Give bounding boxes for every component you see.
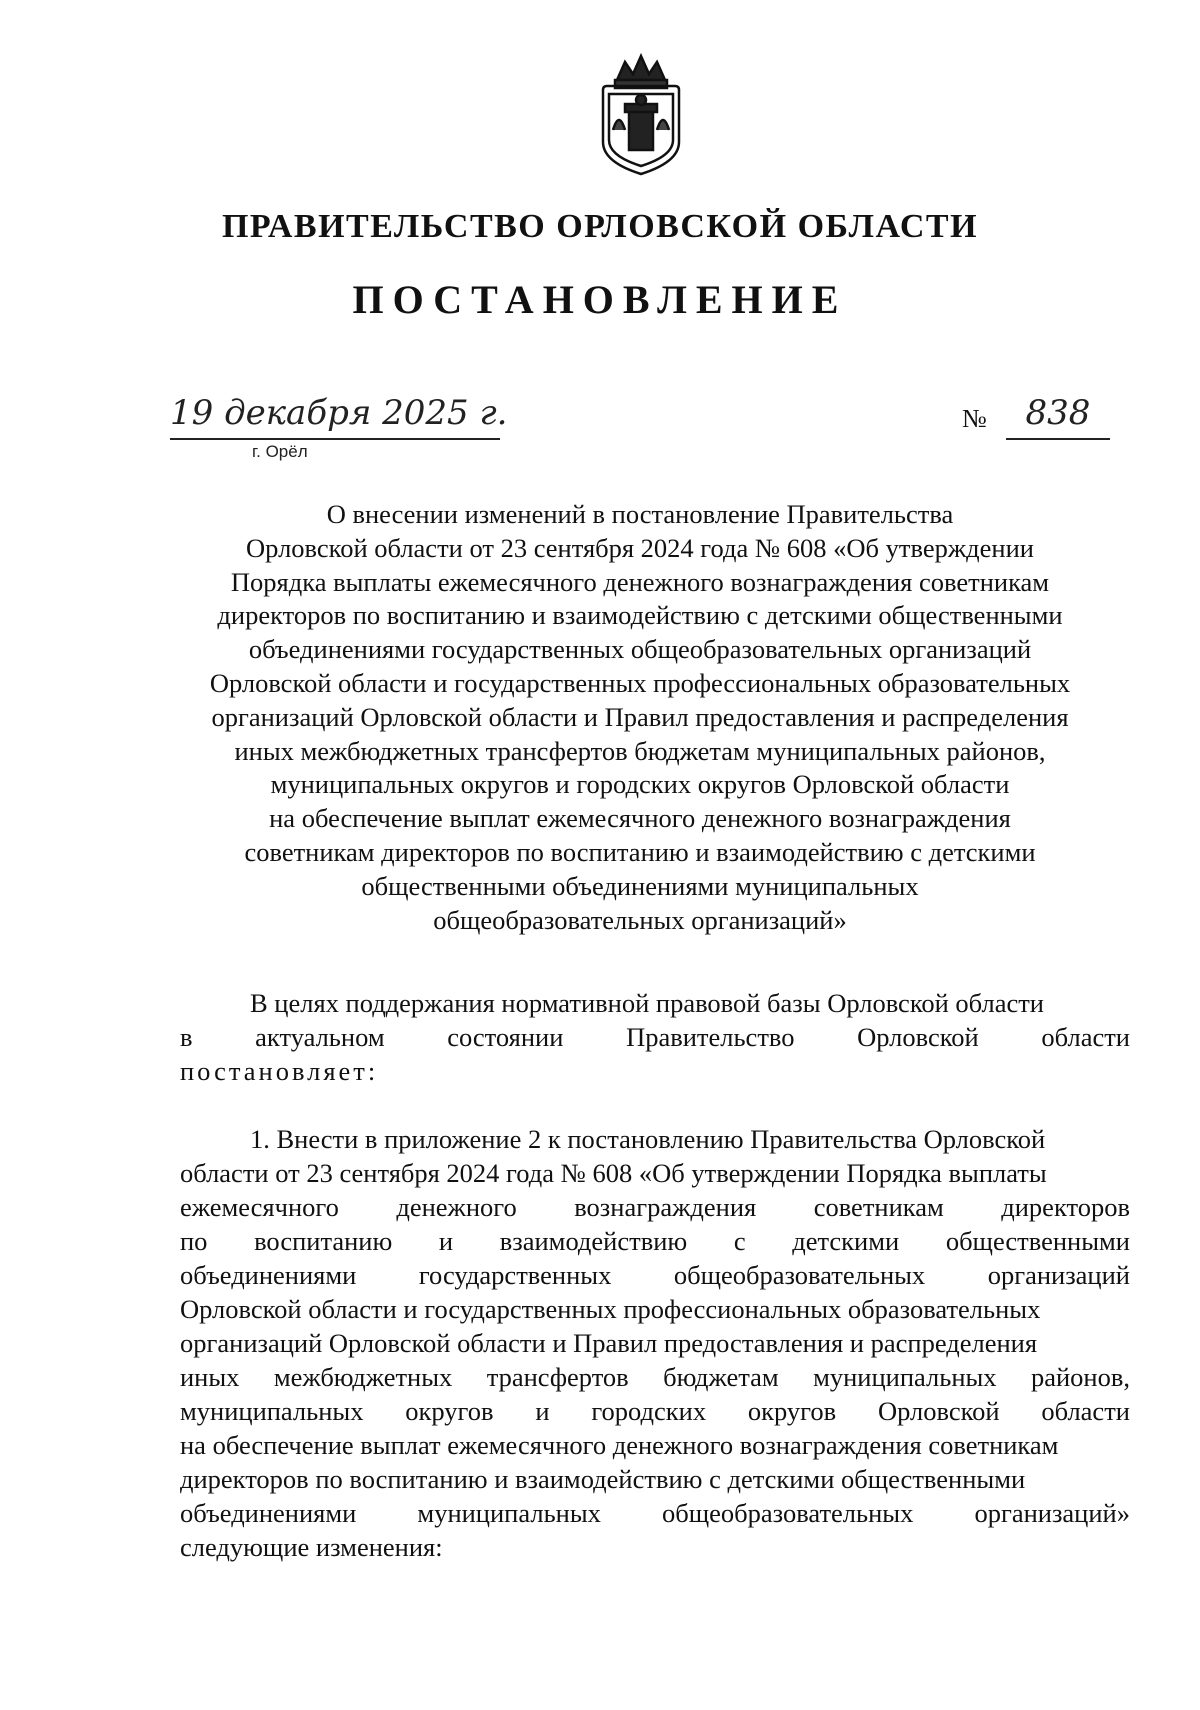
paragraph-line: В целях поддержания нормативной правовой базы Орловской области [250,988,1044,1018]
title-line: общественными объединениями муниципальных [361,870,919,901]
city-label: г. Орёл [252,442,308,461]
justified-line [180,1360,1130,1394]
document-title [170,498,1110,937]
handwritten-date: 19 декабря 2025 г. [170,388,500,440]
word: с [733,1226,746,1256]
handwritten-number: 838 [1006,388,1110,440]
paragraph-line: организаций Орловской области и Правил предоставления и распределения [180,1328,1038,1358]
word: объединениями [180,1260,357,1290]
justified-line [180,1496,1130,1530]
word: директоров [1001,1192,1130,1222]
word: бюджетам [663,1362,779,1392]
word: области [1041,1396,1130,1426]
paragraph-line: директоров по воспитанию и взаимодействию с детскими общественными [180,1464,1026,1494]
justified-line [180,1190,1130,1224]
word: районов, [1030,1362,1130,1392]
justified-line [180,1394,1130,1428]
word: муниципальных [417,1498,601,1528]
word: и [438,1226,454,1256]
title-line: советникам директоров по воспитанию и взаимодействию с детскими [244,836,1036,867]
word: в [180,1022,193,1052]
coat-of-arms-icon [595,50,687,178]
word: состоянии [447,1022,564,1052]
word: Орловской [857,1022,979,1052]
word: городских [591,1396,707,1426]
title-line: муниципальных округов и городских округов Орловской области [270,769,1010,800]
word: общеобразовательных [662,1498,914,1528]
word: общеобразовательных [673,1260,926,1290]
word: иных [180,1362,240,1392]
word: денежного [396,1192,517,1222]
paragraph-line: Орловской области и государственных профессиональных образовательных [180,1294,1041,1324]
word: государственных [418,1260,612,1290]
organization-name: ПРАВИТЕЛЬСТВО ОРЛОВСКОЙ ОБЛАСТИ [221,208,979,245]
title-line: объединениями государственных общеобразовательных организаций [248,634,1032,665]
word: советникам [813,1192,944,1222]
word: Правительство [626,1022,795,1052]
word: по [180,1226,208,1256]
word: муниципальных [813,1362,997,1392]
title-line: директоров по воспитанию и взаимодействию с детскими общественными [217,600,1063,631]
title-line: организаций Орловской области и Правил предоставления и распределения [211,701,1069,732]
title-line: иных межбюджетных трансфертов бюджетам муниципальных районов, [234,735,1046,766]
title-line: Орловской области от 23 сентября 2024 года № 608 «Об утверждении [246,532,1034,563]
document-type: ПОСТАНОВЛЕНИЕ [352,277,848,322]
justified-line [180,1020,1130,1054]
title-line: Порядка выплаты ежемесячного денежного вознаграждения советникам [230,566,1050,597]
justified-line [180,1224,1130,1258]
word: взаимодействию [499,1226,688,1256]
resolves-word: постановляет: [180,1056,379,1086]
word: воспитанию [254,1226,393,1256]
word: муниципальных [180,1396,364,1426]
word: организаций [987,1260,1130,1290]
justified-line [180,1258,1130,1292]
word: организаций» [974,1498,1130,1528]
title-line: О внесении изменений в постановление Правительства [326,499,954,529]
word: вознаграждения [574,1192,757,1222]
word: Орловской [877,1396,1000,1426]
paragraph-line: следующие изменения: [180,1532,443,1562]
paragraph-line: на обеспечение выплат ежемесячного денежного вознаграждения советникам [180,1430,1059,1460]
word: округов [747,1396,837,1426]
word: общественными [945,1226,1130,1256]
title-line: на обеспечение выплат ежемесячного денежного вознаграждения [269,803,1011,834]
paragraph-line: 1. Внести в приложение 2 к постановлению Правительства Орловской [250,1124,1046,1154]
word: актуальном [255,1022,385,1052]
number-sign: № [962,404,987,433]
word: ежемесячного [180,1192,339,1222]
clause-1-paragraph [180,1122,1130,1564]
word: межбюджетных [273,1362,453,1392]
word: и [535,1396,550,1426]
word: трансфертов [486,1362,629,1392]
title-line: общеобразовательных организаций» [433,904,847,935]
word: объединениями [180,1498,357,1528]
word: округов [405,1396,494,1426]
title-line: Орловской области и государственных профессиональных образовательных [209,667,1071,698]
preamble-paragraph [180,986,1130,1088]
word: области [1041,1022,1130,1052]
paragraph-line: области от 23 сентября 2024 года № 608 «Об утверждении Порядка выплаты [180,1158,1047,1188]
word: детскими [792,1226,900,1256]
